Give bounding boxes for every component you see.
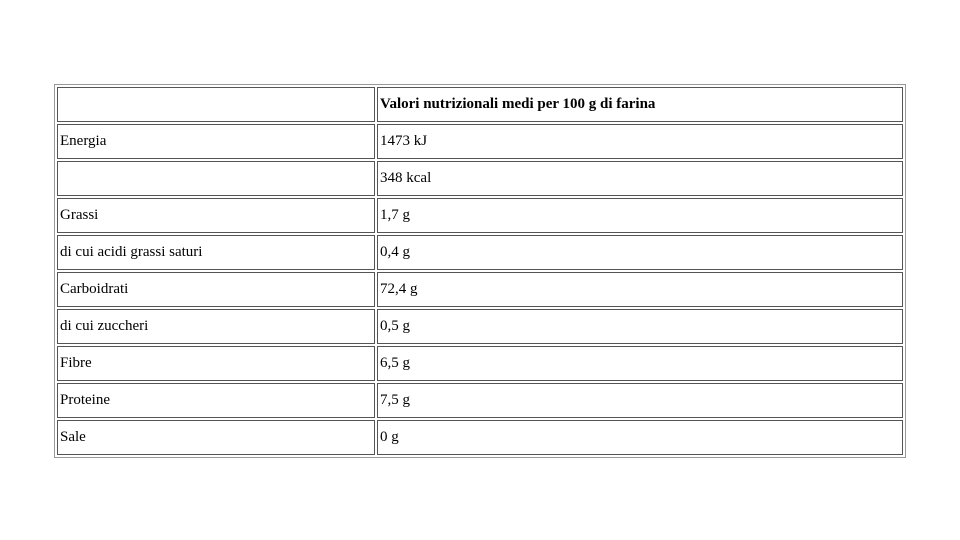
row-value: 0,5 g — [377, 309, 903, 344]
row-label: Carboidrati — [57, 272, 375, 307]
table-row — [57, 383, 903, 418]
table-row — [57, 420, 903, 455]
table-row — [57, 124, 903, 159]
table-row — [57, 235, 903, 270]
row-value: 7,5 g — [377, 383, 903, 418]
row-label: Sale — [57, 420, 375, 455]
table-row — [57, 198, 903, 233]
table-header-row — [57, 87, 903, 122]
table-row — [57, 272, 903, 307]
row-label: Proteine — [57, 383, 375, 418]
table-row — [57, 346, 903, 381]
row-value: 0 g — [377, 420, 903, 455]
row-value: 1,7 g — [377, 198, 903, 233]
nutrition-table — [54, 84, 906, 458]
row-label: Energia — [57, 124, 375, 159]
table-row — [57, 161, 903, 196]
row-value: 72,4 g — [377, 272, 903, 307]
row-label: di cui acidi grassi saturi — [57, 235, 375, 270]
header-cell-empty — [57, 87, 375, 122]
row-label — [57, 161, 375, 196]
row-value: 1473 kJ — [377, 124, 903, 159]
row-label: Grassi — [57, 198, 375, 233]
row-label: Fibre — [57, 346, 375, 381]
nutrition-table-container — [54, 84, 906, 458]
row-value: 348 kcal — [377, 161, 903, 196]
row-value: 0,4 g — [377, 235, 903, 270]
row-label: di cui zuccheri — [57, 309, 375, 344]
table-row — [57, 309, 903, 344]
header-cell-title: Valori nutrizionali medi per 100 g di farina — [377, 87, 903, 122]
row-value: 6,5 g — [377, 346, 903, 381]
